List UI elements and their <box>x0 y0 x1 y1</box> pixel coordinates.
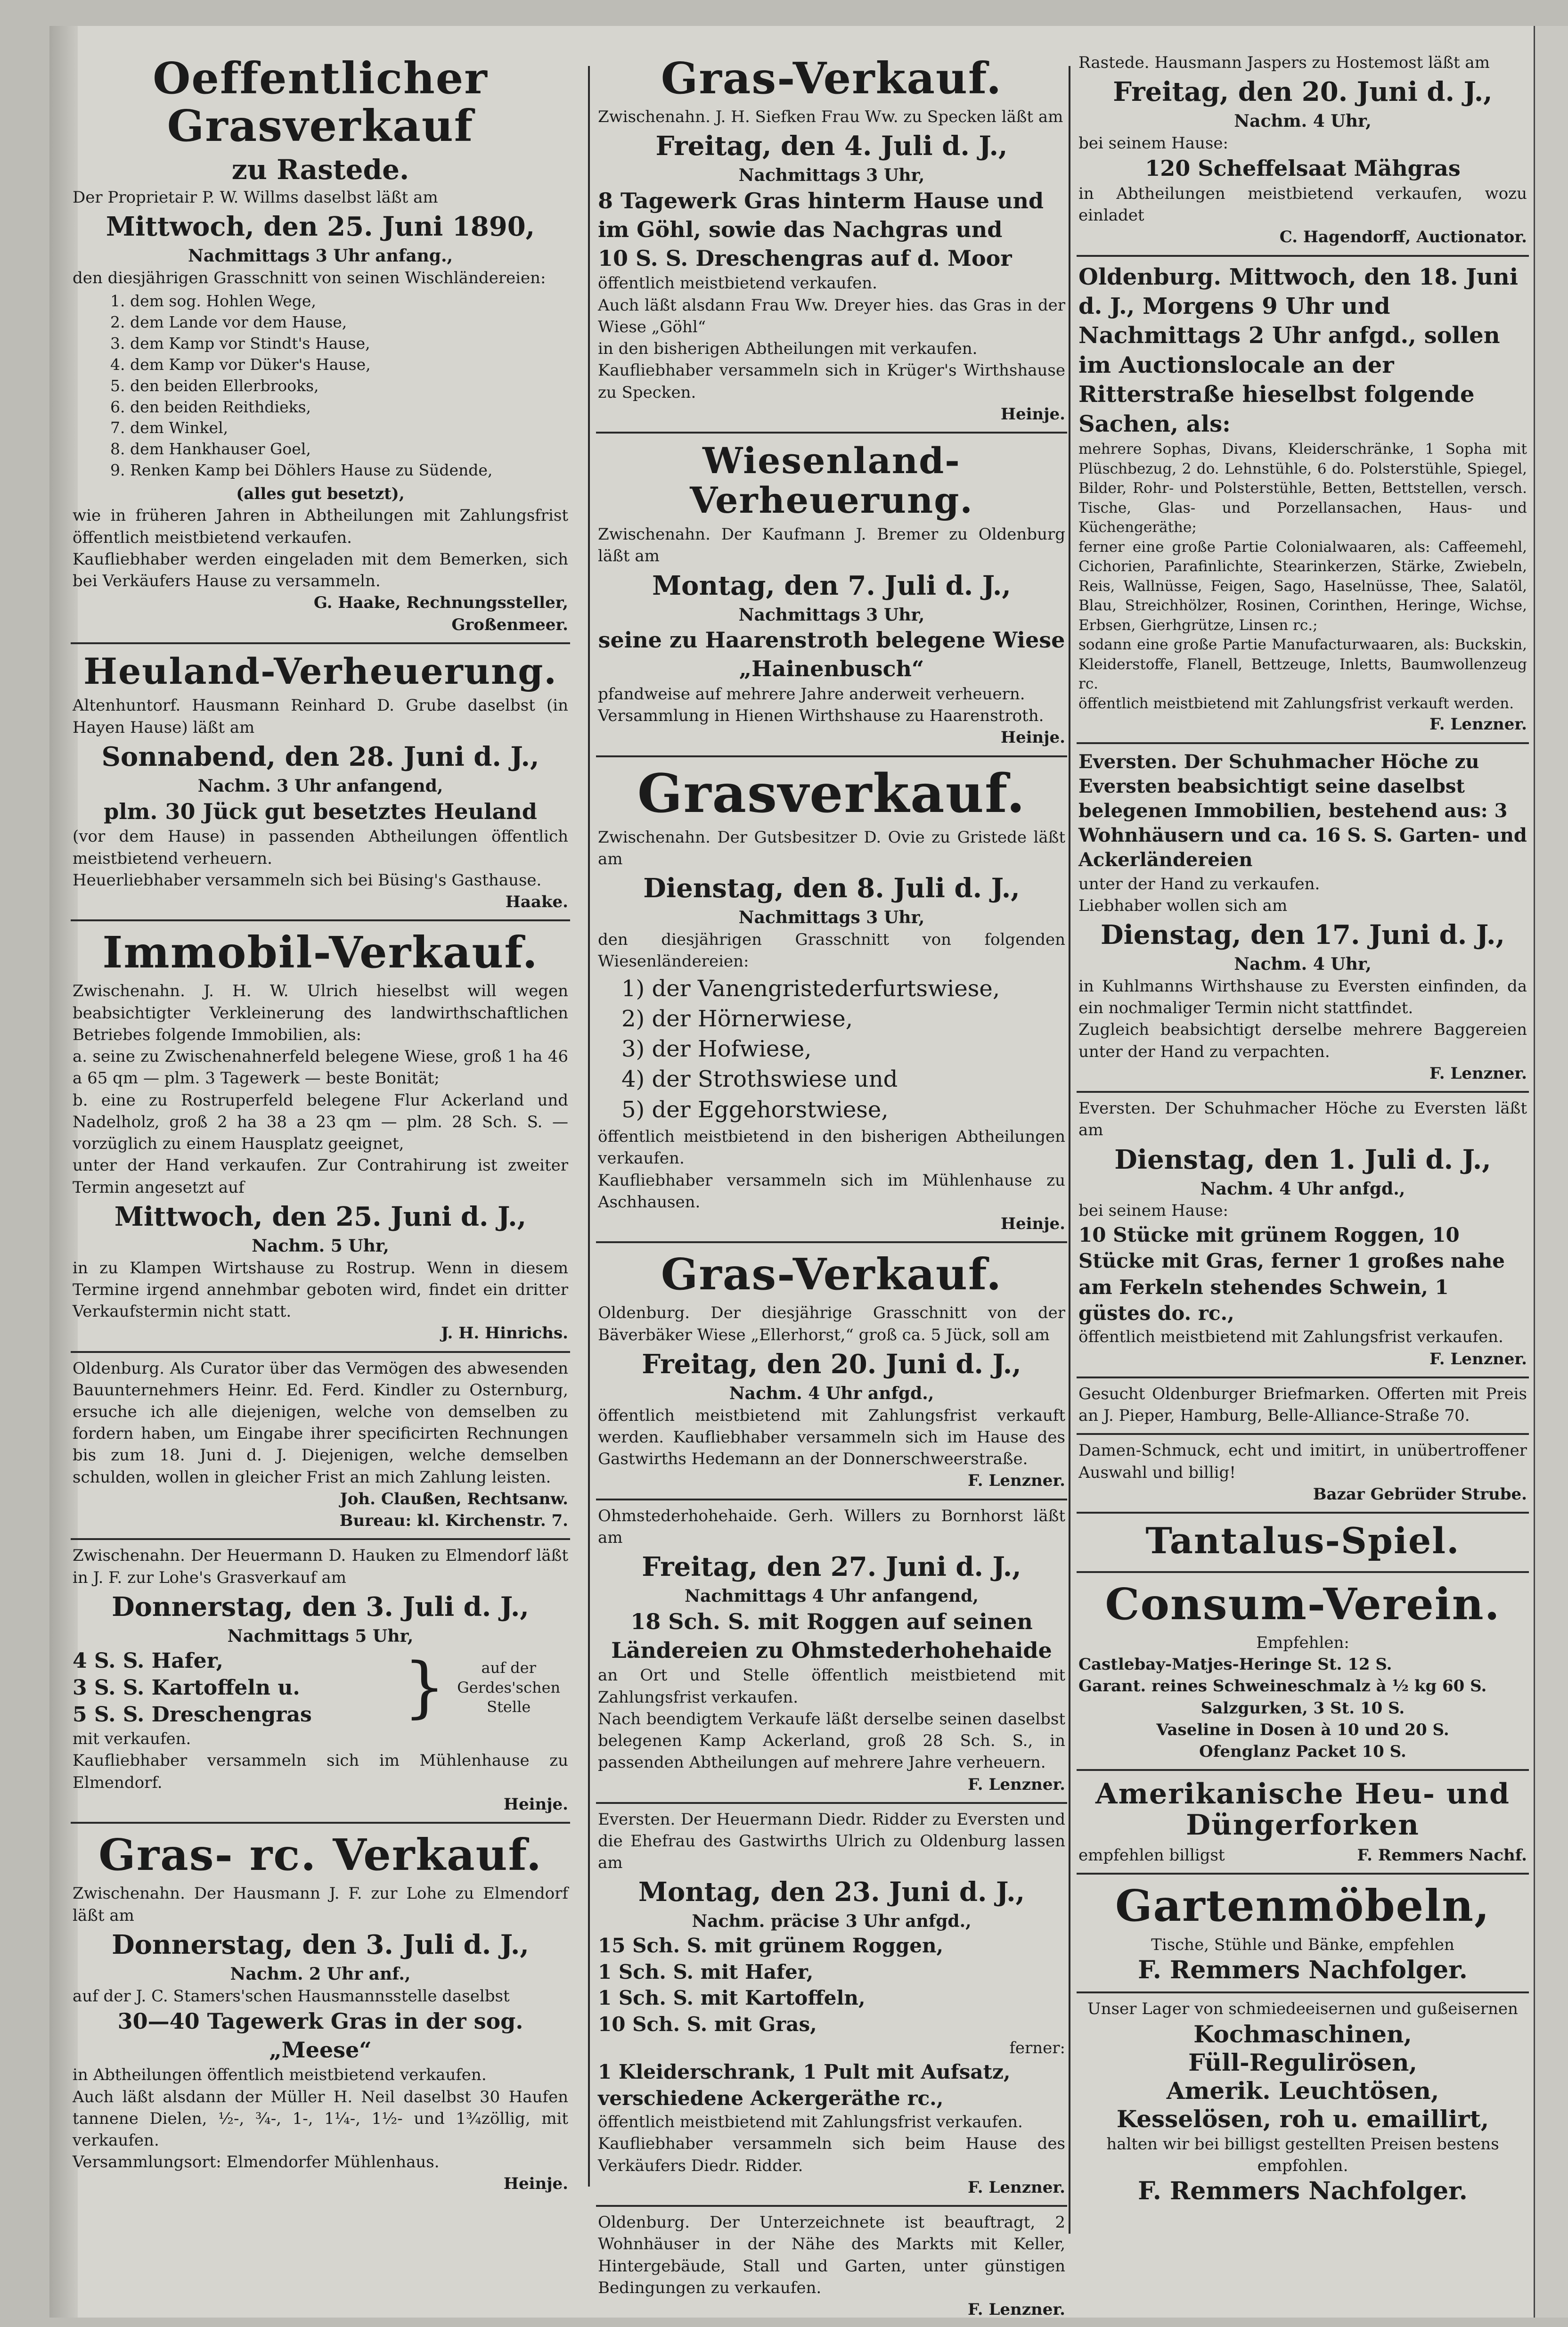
ad-time: Nachm. 4 Uhr, <box>1234 954 1372 975</box>
meadow-list <box>621 974 1065 1125</box>
ad-intro: Eversten. Der Heuermann Diedr. Ridder zu Eversten und die Ehefrau des Gastwirths Ulrich zu Oldenburg lassen am <box>598 1810 1065 1873</box>
list-item: 5. den beiden Ellerbrooks, <box>110 376 319 395</box>
ad-intro: Der Proprietair P. W. Willms daselbst läßt am <box>73 188 438 207</box>
ad-intro: Zwischenahn. Der Kaufmann J. Bremer zu Oldenburg läßt am <box>598 525 1065 566</box>
ad-date: Montag, den 7. Juli d. J., <box>652 570 1011 601</box>
ad-signature: Heinje. <box>503 1794 568 1814</box>
ad-text: in Kuhlmanns Wirthshause zu Eversten einfinden, da ein nochmaliger Termin nicht stattfindet. <box>1078 976 1527 1018</box>
ad-text: Versammlungsort: Elmendorfer Mühlenhaus. <box>73 2153 440 2172</box>
ad-item: a. seine zu Zwischenahnerfeld belegene Wiese, groß 1 ha 46 a 65 qm — plm. 3 Tagewerk — beste Bonität; <box>73 1047 568 1088</box>
list-item: Kesselösen, roh u. emaillirt, <box>1116 2105 1489 2133</box>
ad-date: Montag, den 23. Juni d. J., <box>638 1876 1025 1908</box>
ad-text: Tische, Stühle und Bänke, empfehlen <box>1151 1935 1454 1954</box>
ad-time: Nachmittags 3 Uhr, <box>738 908 925 928</box>
ad-signature: Joh. Claußen, Rechtsanw. <box>340 1489 568 1508</box>
ad-signature: Bazar Gebrüder Strube. <box>1313 1484 1527 1504</box>
ad-signature: F. Lenzner. <box>968 2178 1065 2197</box>
ad-date: Donnerstag, den 3. Juli d. J., <box>112 1591 529 1622</box>
ad-text: wie in früheren Jahren in Abtheilungen mit Zahlungsfrist öffentlich meistbietend verkaufen. <box>73 506 568 547</box>
ad-intro: Zwischenahn. Der Gutsbesitzer D. Ovie zu Gristede läßt am <box>598 828 1065 869</box>
list-item: Kochmaschinen, <box>1193 2020 1412 2048</box>
ad-signature: F. Lenzner. <box>968 1775 1065 1794</box>
ad-text: Oldenburg. Der Unterzeichnete ist beauftragt, 2 Wohnhäuser in der Nähe des Markts mit Keller, Hintergebäude, Stall und Garten, unter günstigen Bedingungen zu verkaufen. <box>598 2213 1065 2297</box>
ad-signature: Heinje. <box>1000 728 1065 747</box>
ad-title: Gras-Verkauf. <box>661 1249 1003 1300</box>
ad-text: (vor dem Hause) in passenden Abtheilungen öffentlich meistbietend verheuern. <box>73 827 568 868</box>
ad-text: halten wir bei billigst gestellten Preisen bestens empfohlen. <box>1106 2134 1499 2175</box>
price-row: Ofenglanz Packet 10 S. <box>1199 1742 1406 1761</box>
ad-text: Heuerliebhaber versammeln sich bei Büsing's Gasthause. <box>73 870 542 890</box>
list-item: 4. dem Kamp vor Düker's Hause, <box>110 355 371 374</box>
ad-date: Dienstag, den 8. Juli d. J., <box>643 873 1020 904</box>
ad-intro: Zwischenahn. J. H. Siefken Frau Ww. zu Specken läßt am <box>598 107 1063 127</box>
ad-headline: Eversten. Der Schuhmacher Höche zu Eversten beabsichtigt seine daselbst belegenen Immobilien, bestehend aus: 3 Wohnhäusern und ca. 16 S. S. Garten- und Ackerländereien <box>1078 750 1527 871</box>
ad-intro: Zwischenahn. Der Hausmann J. F. zur Lohe zu Elmendorf läßt am <box>73 1884 568 1925</box>
ad-signature: F. Lenzner. <box>1429 1349 1527 1368</box>
ad-lot: 10 S. S. Dreschengras auf d. Moor <box>598 245 1012 271</box>
ad-signature: F. Lenzner. <box>1429 1064 1527 1083</box>
price-row: Salzgurken, 3 St. 10 S. <box>1200 1698 1405 1718</box>
column-2 <box>596 47 1067 2319</box>
ad-text: bei seinem Hause: <box>1078 1201 1228 1221</box>
ad-signature: Heinje. <box>503 2174 568 2194</box>
ad-title: Grasverkauf. <box>637 762 1026 825</box>
ad-signature-place: Großenmeer. <box>451 615 568 634</box>
ad-intro: Ohmstederhohehaide. Gerh. Willers zu Bornhorst läßt am <box>598 1506 1065 1547</box>
crop-item: 4 S. S. Hafer, <box>73 1648 223 1673</box>
ad-intro: Rastede. Hausmann Jaspers zu Hostemost läßt am <box>1078 53 1490 72</box>
ad-heu-forken <box>1077 1771 1529 1875</box>
ad-lot: 120 Scheffelsaat Mähgras <box>1145 156 1461 181</box>
ad-address: Bureau: kl. Kirchenstr. 7. <box>339 1511 568 1531</box>
ad-text: Gesucht Oldenburger Briefmarken. Offerten mit Preis an J. Pieper, Hamburg, Belle-Alliance-Straße 70. <box>1078 1384 1527 1426</box>
brace-glyph: } <box>403 1649 446 1726</box>
ad-text: unter der Hand zu verkaufen. <box>1078 874 1320 893</box>
ad-intro: Zwischenahn. Der Heuermann D. Hauken zu Elmendorf läßt in J. F. zur Lohe's Grasverkauf am <box>73 1546 568 1587</box>
crop-group <box>73 1647 568 1729</box>
ad-text: den diesjährigen Grasschnitt von folgenden Wiesenländereien: <box>598 930 1065 971</box>
ad-grasverkauf-rastede <box>71 47 570 644</box>
ad-text: in Abtheilungen meistbietend verkaufen, wozu einladet <box>1078 184 1527 225</box>
ad-text: sodann eine große Partie Manufacturwaaren, als: Buckskin, Kleiderstoffe, Flanell, Bettzeuge, Inletts, Baumwollenzeug rc. <box>1078 636 1527 693</box>
list-item: 15 Sch. S. mit grünem Roggen, <box>598 1934 944 1958</box>
ad-immobil-verkauf <box>71 921 570 1352</box>
ad-time: Nachmittags 4 Uhr anfangend, <box>685 1586 979 1606</box>
ad-title: Amerikanische Heu- und Düngerforken <box>1095 1778 1510 1842</box>
ad-time: Nachm. präcise 3 Uhr anfgd., <box>692 1911 972 1932</box>
ad-text: Nach beendigtem Verkaufe läßt derselbe seinen daselbst belegenen Kamp Ackerland, groß 28 Sch. S., in passenden Abtheilungen auf mehrere Jahre verheuern. <box>598 1709 1065 1772</box>
ad-signature: F. Remmers Nachfolger. <box>1138 2176 1468 2205</box>
ad-note: (alles gut besetzt), <box>236 484 405 504</box>
ad-text: den diesjährigen Grasschnitt von seinen Wischländereien: <box>73 269 546 287</box>
list-item: 4) der Strothswiese und <box>621 1066 898 1093</box>
ad-title: Gartenmöbeln, <box>1115 1880 1490 1932</box>
ad-time: Nachmittags 5 Uhr, <box>227 1626 414 1646</box>
ad-text: öffentlich meistbietend mit Zahlungsfrist verkaufen. <box>598 2113 1023 2132</box>
ad-gras-verkauf-siefken <box>596 47 1067 434</box>
ad-signature: J. H. Hinrichs. <box>441 1324 568 1343</box>
ad-consum-verein <box>1077 1573 1529 1771</box>
ad-text: Liebhaber wollen sich am <box>1078 896 1288 915</box>
ad-lot: 1 Kleiderschrank, 1 Pult mit Aufsatz, verschiedene Ackergeräthe rc., <box>598 2060 1011 2110</box>
list-item: 8. dem Hankhauser Goel, <box>110 440 311 459</box>
ad-text: an Ort und Stelle öffentlich meistbietend mit Zahlungsfrist verkaufen. <box>598 1666 1065 1707</box>
ad-text: Versammlung in Hienen Wirthshause zu Haarenstroth. <box>598 706 1044 726</box>
ad-time: Nachm. 5 Uhr, <box>252 1236 389 1256</box>
list-item: 2. dem Lande vor dem Hause, <box>110 313 347 332</box>
ad-gras-verkauf-ellerhorst <box>596 1243 1067 1500</box>
ad-text: öffentlich meistbietend mit Zahlungsfrist verkauft werden. Kaufliebhaber versammeln sich im Hause des Gastwirths Hedemann an der Donnerschweerstraße. <box>598 1406 1065 1469</box>
ad-text: Zwischenahn. J. H. W. Ulrich hieselbst will wegen beabsichtigter Verkleinerung des landwirthschaftlichen Betriebes folgende Immobilien, als: <box>73 982 568 1044</box>
ad-signature: F. Remmers Nachf. <box>1357 1846 1527 1865</box>
ad-lot-list <box>598 1933 1065 2037</box>
ad-lot: 8 Tagewerk Gras hinterm Hause und im Göhl, sowie das Nachgras und <box>598 188 1044 242</box>
list-item: 1) der Vanengristederfurtswiese, <box>621 975 1000 1002</box>
ad-title: Gras-Verkauf. <box>661 53 1003 104</box>
ad-intro: Eversten. Der Schuhmacher Höche zu Eversten läßt am <box>1078 1099 1527 1140</box>
ad-gras-rc-verkauf <box>71 1824 570 2202</box>
ad-signature: F. Lenzner. <box>968 1471 1065 1491</box>
ad-text: Empfehlen: <box>1256 1633 1349 1652</box>
ad-oefen <box>1077 1993 1529 2212</box>
ad-text: Auch läßt alsdann der Müller H. Neil daselbst 30 Haufen tannene Dielen, ½-, ¾-, 1-, 1¼-, 1½- und 1¾zöllig, mit verkaufen. <box>73 2087 568 2150</box>
ad-title: Gras- rc. Verkauf. <box>98 1829 542 1881</box>
ad-date: Dienstag, den 17. Juni d. J., <box>1101 919 1505 951</box>
ad-text: Kaufliebhaber versammeln sich in Krüger's Wirthshause zu Specken. <box>598 361 1065 402</box>
ad-wohnhaeuser <box>596 2207 1067 2327</box>
ad-text: Unser Lager von schmiedeeisernen und gußeisernen <box>1087 1999 1518 2019</box>
ad-ridder-verkauf <box>596 1804 1067 2207</box>
ad-date: Mittwoch, den 25. Juni d. J., <box>114 1201 527 1232</box>
ad-text: in zu Klampen Wirtshause zu Rostrup. Wenn in diesem Termine irgend annehmbar geboten wird, findet ein dritter Verkaufstermin nicht statt. <box>73 1258 568 1321</box>
ad-lot: 10 Stücke mit grünem Roggen, 10 Stücke mit Gras, ferner 1 großes nahe am Ferkeln stehendes Schwein, 1 güstes do. rc., <box>1078 1223 1505 1325</box>
ad-lot: 30—40 Tagewerk Gras in der sog. „Meese“ <box>117 2008 523 2063</box>
ad-signature: Haake. <box>505 893 568 912</box>
ad-text: unter der Hand verkaufen. Zur Contrahirung ist zweiter Termin angesetzt auf <box>73 1156 568 1197</box>
ad-date: Freitag, den 4. Juli d. J., <box>655 131 1008 162</box>
ad-text: in Abtheilungen öffentlich meistbietend verkaufen. <box>73 2065 487 2085</box>
ad-text: öffentlich meistbietend in den bisherigen Abtheilungen verkaufen. <box>598 1127 1065 1168</box>
crop-item: 3 S. S. Kartoffeln u. <box>73 1675 300 1700</box>
list-item: 1 Sch. S. mit Kartoffeln, <box>598 1986 866 2010</box>
ad-text: ferner: <box>1009 2039 1065 2058</box>
ad-date: Freitag, den 20. Juni d. J., <box>642 1348 1021 1380</box>
ad-briefmarken <box>1077 1378 1529 1435</box>
ad-lot: seine zu Haarenstroth belegene Wiese „Hainenbusch“ <box>598 627 1065 682</box>
ad-auction-ritterstrasse <box>1077 257 1529 744</box>
list-item: Füll-Regulirösen, <box>1188 2048 1417 2076</box>
ad-title: Consum-Verein. <box>1105 1578 1501 1630</box>
ad-curator-notice <box>71 1353 570 1540</box>
ad-intro: Oldenburg. Der diesjährige Grasschnitt von der Bäverbäker Wiese „Ellerhorst,“ groß ca. 5 Jück, soll am <box>598 1303 1065 1344</box>
ad-intro: Altenhuntorf. Hausmann Reinhard D. Grube daselbst (in Hayen Hause) läßt am <box>73 696 568 737</box>
ad-text: Kaufliebhaber werden eingeladen mit dem Bemerken, sich bei Verkäufers Hause zu versammeln. <box>73 549 568 591</box>
list-item: 5) der Eggehorstwiese, <box>621 1096 889 1123</box>
ad-text: bei seinem Hause: <box>1078 134 1228 153</box>
ad-date: Freitag, den 20. Juni d. J., <box>1113 76 1493 108</box>
ad-text: empfehlen billigst <box>1078 1846 1225 1865</box>
stove-list <box>1078 2020 1527 2133</box>
ad-gartenmoebeln <box>1077 1875 1529 1993</box>
column-rule-1 <box>588 66 590 2187</box>
list-item: 6. den beiden Reithdieks, <box>110 397 311 416</box>
ad-text: Oldenburg. Als Curator über das Vermögen des abwesenden Bauunternehmers Heinr. Ed. Ferd. Kindler zu Osternburg, ersuche ich alle diejenigen, welche von demselben zu fordern haben, um Eingabe ihrer specificirten Rechnungen bis zum 18. Juni d. J. Diejenigen, welche demselben schulden, wollen in gleicher Frist an mich Zahlung leisten. <box>73 1359 568 1487</box>
price-row: Garant. reines Schweineschmalz à ½ kg 60 S. <box>1078 1677 1487 1696</box>
ad-text: Auch läßt alsdann Frau Ww. Dreyer hies. das Gras in der Wiese „Göhl“ <box>598 295 1065 336</box>
crop-list <box>73 1647 400 1729</box>
crop-item: 5 S. S. Dreschengras <box>73 1703 312 1727</box>
ad-heuland-verheuerung <box>71 644 570 922</box>
ad-date: Sonnabend, den 28. Juni d. J., <box>101 741 539 772</box>
ad-text: öffentlich meistbietend verkaufen. <box>598 274 877 293</box>
ad-text: pfandweise auf mehrere Jahre anderweit verheuern. <box>598 684 1025 704</box>
ad-signature: G. Haake, Rechnungssteller, <box>313 593 568 613</box>
ad-lot: 18 Sch. S. mit Roggen auf seinen Ländereien zu Ohmstederhohehaide <box>611 1608 1052 1663</box>
ad-time: Nachmittags 3 Uhr, <box>738 165 925 186</box>
ad-hoeche-immobilien <box>1077 744 1529 1093</box>
price-row: Vaseline in Dosen à 10 und 20 S. <box>1156 1720 1449 1739</box>
list-item: 10 Sch. S. mit Gras, <box>598 2012 817 2036</box>
ad-date: Mittwoch, den 25. Juni 1890, <box>106 211 535 243</box>
ad-title: Immobil-Verkauf. <box>102 927 539 978</box>
ad-item: b. eine zu Rostruperfeld belegene Flur Ackerland und Nadelholz, groß 2 ha 38 a 23 qm — plm. 28 Sch. S. — vorzüglich zu einem Hausplatz geeignet, <box>73 1090 568 1154</box>
ad-lot: plm. 30 Jück gut besetztes Heuland <box>104 798 537 824</box>
ad-signature: F. Remmers Nachfolger. <box>1138 1955 1468 1984</box>
ad-title: Heuland-Verheuerung. <box>83 650 557 692</box>
ad-signature: C. Hagendorff, Auctionator. <box>1279 228 1527 247</box>
ad-text: ferner eine große Partie Colonialwaaren, als: Caffeemehl, Cichorien, Parafinlichte, Stearinkerzen, Stärke, Zwiebeln, Reis, Wallnüsse, Feigen, Sago, Haselnüsse, Thee, Salatöl, Blau, Streichhölzer, Rosinen, Corinthen, Heringe, Wichse, Erbsen, Gierhgrütze, Linsen rc.; <box>1078 538 1527 634</box>
ad-damen-schmuck <box>1077 1435 1529 1514</box>
price-row: Castlebay-Matjes-Heringe St. 12 S. <box>1078 1655 1392 1674</box>
field-list <box>110 291 568 481</box>
ad-text: mit verkaufen. <box>73 1729 191 1749</box>
ad-willers-verkauf <box>596 1500 1067 1804</box>
list-item: 7. dem Winkel, <box>110 418 229 437</box>
ad-signature: Heinje. <box>1000 1214 1065 1234</box>
adjacent-page-edge <box>1534 26 1568 2318</box>
list-item: 3) der Hofwiese, <box>621 1036 812 1063</box>
ad-date: Dienstag, den 1. Juli d. J., <box>1114 1144 1491 1175</box>
ad-time: Nachm. 4 Uhr anfgd., <box>729 1383 934 1403</box>
column-1 <box>71 47 570 2253</box>
ad-jaspers-maehgras <box>1077 47 1529 257</box>
ad-text: auf der J. C. Stamers'schen Hausmannsstelle daselbst <box>73 1986 510 2006</box>
ad-time: Nachm. 4 Uhr, <box>1234 111 1372 131</box>
list-item: 2) der Hörnerwiese, <box>621 1005 853 1032</box>
list-item: 3. dem Kamp vor Stindt's Hause, <box>110 334 370 352</box>
ad-signature: F. Lenzner. <box>1429 715 1527 734</box>
ad-date: Donnerstag, den 3. Juli d. J., <box>112 1929 529 1960</box>
ad-footer-row <box>1078 1844 1527 1866</box>
ad-date: Freitag, den 27. Juni d. J., <box>642 1551 1021 1583</box>
ad-headline: Oldenburg. Mittwoch, den 18. Juni d. J., Morgens 9 Uhr und Nachmittags 2 Uhr anfgd., sollen im Auctionslocale an der Ritterstraße hieselbst folgende Sachen, als: <box>1078 263 1519 437</box>
ad-wiesenland-verheuerung <box>596 434 1067 757</box>
ad-time: Nachm. 3 Uhr anfangend, <box>197 776 443 796</box>
ad-text: Kaufliebhaber versammeln sich im Mühlenhause zu Elmendorf. <box>73 1751 568 1792</box>
ad-text: öffentlich meistbietend mit Zahlungsfrist verkauft werden. <box>1078 695 1514 712</box>
list-item: Amerik. Leuchtösen, <box>1166 2076 1439 2105</box>
crop-note: auf der Gerdes'schen Stelle <box>457 1659 561 1716</box>
ad-grasverkauf-ovie <box>596 757 1067 1244</box>
ad-signature: F. Lenzner. <box>968 2300 1065 2319</box>
ad-title: Wiesenland-Verheuerung. <box>690 440 973 521</box>
ad-tantalus-spiel <box>1077 1514 1529 1573</box>
ad-title: Tantalus-Spiel. <box>1145 1520 1460 1562</box>
list-item: 1 Sch. S. mit Hafer, <box>598 1960 814 1983</box>
ad-time: Nachmittags 3 Uhr anfang., <box>188 246 453 266</box>
ad-hauken-verkauf <box>71 1540 570 1824</box>
ad-text: Kaufliebhaber versammeln sich beim Hause des Verkäufers Diedr. Ridder. <box>598 2134 1065 2175</box>
list-item: 9. Renken Kamp bei Döhlers Hause zu Südende, <box>110 461 493 480</box>
ad-text: mehrere Sophas, Divans, Kleiderschränke, 1 Sopha mit Plüschbezug, 2 do. Lehnstühle, 6 do. Polsterstühle, Spiegel, Bilder, Rohr- und Polsterstühle, Betten, Bettstellen, versch. Tische, Glas- und Porzellansachen, Haus- und Küchengeräthe; <box>1078 441 1527 536</box>
column-3 <box>1077 47 1529 2253</box>
ad-title: Oeffentlicher Grasverkauf <box>153 53 488 152</box>
ad-signature: Heinje. <box>1000 404 1065 424</box>
ad-text: Kaufliebhaber versammeln sich im Mühlenhause zu Aschhausen. <box>598 1171 1065 1212</box>
list-item: 1. dem sog. Hohlen Wege, <box>110 292 316 311</box>
column-rule-2 <box>1069 66 1070 2234</box>
ad-text: Zugleich beabsichtigt derselbe mehrere Baggereien unter der Hand zu verpachten. <box>1078 1020 1527 1061</box>
ad-text: öffentlich meistbietend mit Zahlungsfrist verkaufen. <box>1078 1327 1503 1347</box>
ad-time: Nachm. 4 Uhr anfgd., <box>1200 1179 1405 1199</box>
ad-time: Nachmittags 3 Uhr, <box>738 605 925 625</box>
ad-time: Nachm. 2 Uhr anf., <box>230 1964 411 1984</box>
ad-subtitle: zu Rastede. <box>231 154 409 186</box>
ad-hoeche-roggen <box>1077 1093 1529 1378</box>
ad-text: Damen-Schmuck, echt und imitirt, in unübertroffener Auswahl und billig! <box>1078 1441 1527 1482</box>
ad-text: in den bisherigen Abtheilungen mit verkaufen. <box>598 339 978 359</box>
